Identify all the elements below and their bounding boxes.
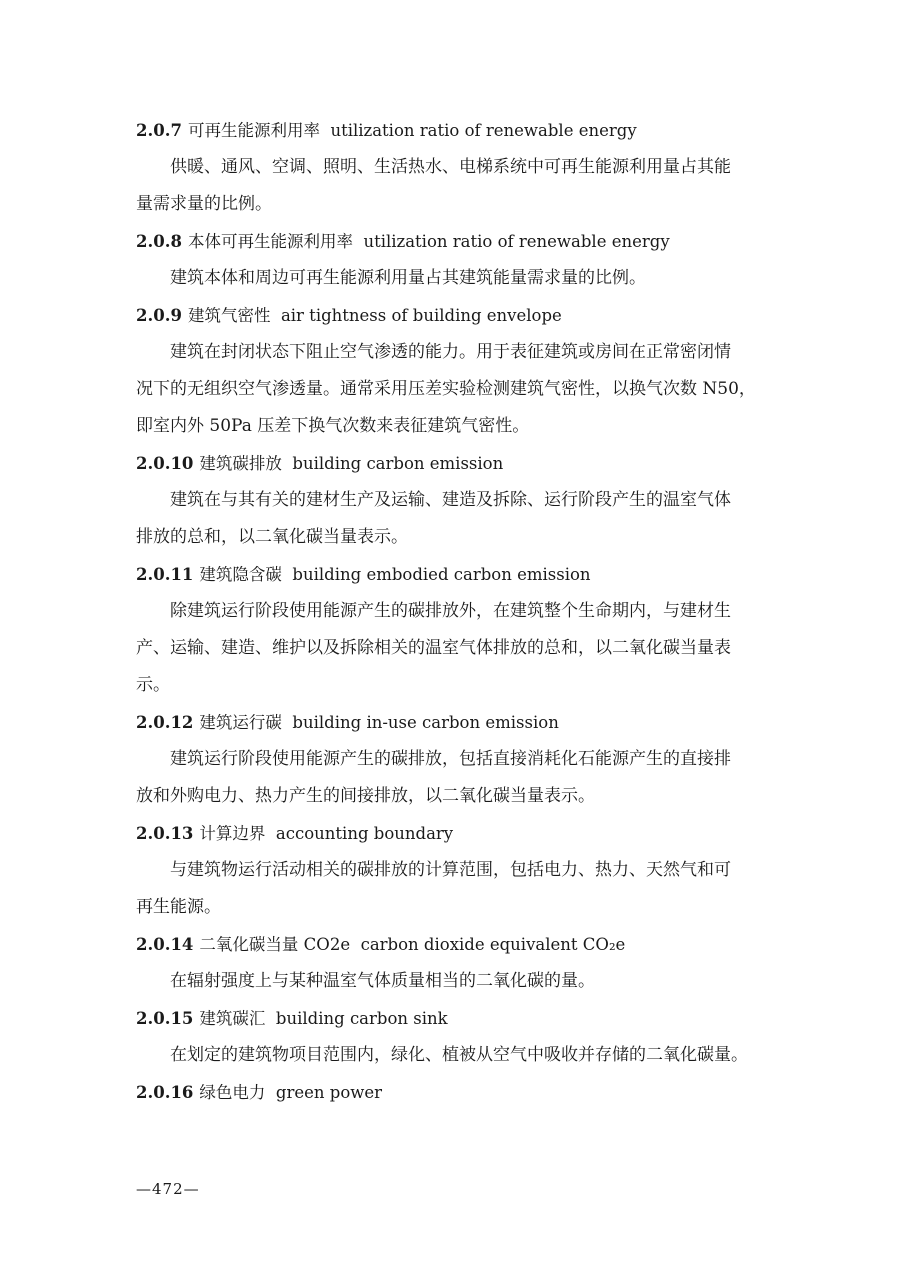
term-definition-line: 放和外购电力、热力产生的间接排放，以二氧化碳当量表示。 [136,786,595,806]
term-chinese: 本体可再生能源利用率 [187,232,353,251]
term-definition-line: 示。 [136,675,170,695]
term-heading [136,815,786,852]
term-english: utilization ratio of renewable energy [363,232,670,251]
term-heading [136,704,786,741]
term-english: utilization ratio of renewable energy [330,121,637,140]
term-definition-line: 供暖、通风、空调、照明、生活热水、电梯系统中可再生能源利用量占其能 [170,157,731,177]
term-entry [136,112,786,223]
term-definition-line: 量需求量的比例。 [136,194,272,214]
term-entry [136,815,786,926]
term-chinese: 建筑碳汇 [199,1009,266,1028]
term-definition-line: 在辐射强度上与某种温室气体质量相当的二氧化碳的量。 [170,971,595,991]
term-number: 2.0.10 [136,454,194,473]
term-heading [136,297,786,334]
term-heading [136,1074,786,1111]
term-definition-line: 建筑本体和周边可再生能源利用量占其建筑能量需求量的比例。 [170,268,646,288]
term-number: 2.0.16 [136,1083,194,1102]
term-english: building embodied carbon emission [292,565,591,584]
term-heading [136,556,786,593]
term-definition-line: 建筑在与其有关的建材生产及运输、建造及拆除、运行阶段产生的温室气体 [170,490,731,510]
term-chinese: 绿色电力 [199,1083,266,1102]
term-definition-line: 再生能源。 [136,897,221,917]
term-entry [136,926,786,1000]
term-english: air tightness of building envelope [280,306,562,325]
term-chinese: 建筑运行碳 [199,713,282,732]
term-chinese: 计算边界 [199,824,266,843]
term-definition-line: 况下的无组织空气渗透量。通常采用压差实验检测建筑气密性，以换气次数 N50， [136,379,756,399]
term-english: building carbon sink [275,1009,448,1028]
term-number: 2.0.7 [136,121,182,140]
term-heading [136,445,786,482]
term-definition-line: 建筑运行阶段使用能源产生的碳排放，包括直接消耗化石能源产生的直接排 [170,749,731,769]
term-number: 2.0.12 [136,713,194,732]
term-english: accounting boundary [275,824,454,843]
term-definition-line: 产、运输、建造、维护以及拆除相关的温室气体排放的总和，以二氧化碳当量表 [136,638,731,658]
term-entry [136,445,786,556]
term-definition-line: 建筑在封闭状态下阻止空气渗透的能力。用于表征建筑或房间在正常密闭情 [170,342,731,362]
term-definition-line: 除建筑运行阶段使用能源产生的碳排放外，在建筑整个生命期内，与建材生 [170,601,731,621]
term-english: carbon dioxide equivalent CO₂e [360,935,626,954]
term-entry [136,704,786,815]
term-heading [136,112,786,149]
term-definition-line: 与建筑物运行活动相关的碳排放的计算范围，包括电力、热力、天然气和可 [170,860,731,880]
term-chinese: 可再生能源利用率 [187,121,320,140]
term-english: building carbon emission [292,454,504,473]
term-heading [136,223,786,260]
page-number: —472— [136,1180,200,1198]
term-number: 2.0.13 [136,824,194,843]
term-heading [136,1000,786,1037]
term-definition-line: 即室内外 50Pa 压差下换气次数来表征建筑气密性。 [136,416,530,436]
term-english: green power [275,1083,383,1102]
term-english: building in-use carbon emission [292,713,559,732]
term-chinese: 二氧化碳当量 CO2e [199,935,351,954]
term-entry [136,297,786,445]
term-entry [136,223,786,297]
term-chinese: 建筑碳排放 [199,454,282,473]
term-entry [136,1074,786,1111]
terms-section [136,112,786,1111]
term-chinese: 建筑气密性 [187,306,271,325]
term-number: 2.0.9 [136,306,182,325]
term-number: 2.0.8 [136,232,182,251]
term-number: 2.0.14 [136,935,194,954]
term-number: 2.0.11 [136,565,194,584]
term-entry [136,556,786,704]
term-definition-line: 在划定的建筑物项目范围内，绿化、植被从空气中吸收并存储的二氧化碳量。 [170,1045,748,1065]
term-heading [136,926,786,963]
term-entry [136,1000,786,1074]
term-definition-line: 排放的总和，以二氧化碳当量表示。 [136,527,408,547]
term-chinese: 建筑隐含碳 [199,565,282,584]
term-number: 2.0.15 [136,1009,194,1028]
